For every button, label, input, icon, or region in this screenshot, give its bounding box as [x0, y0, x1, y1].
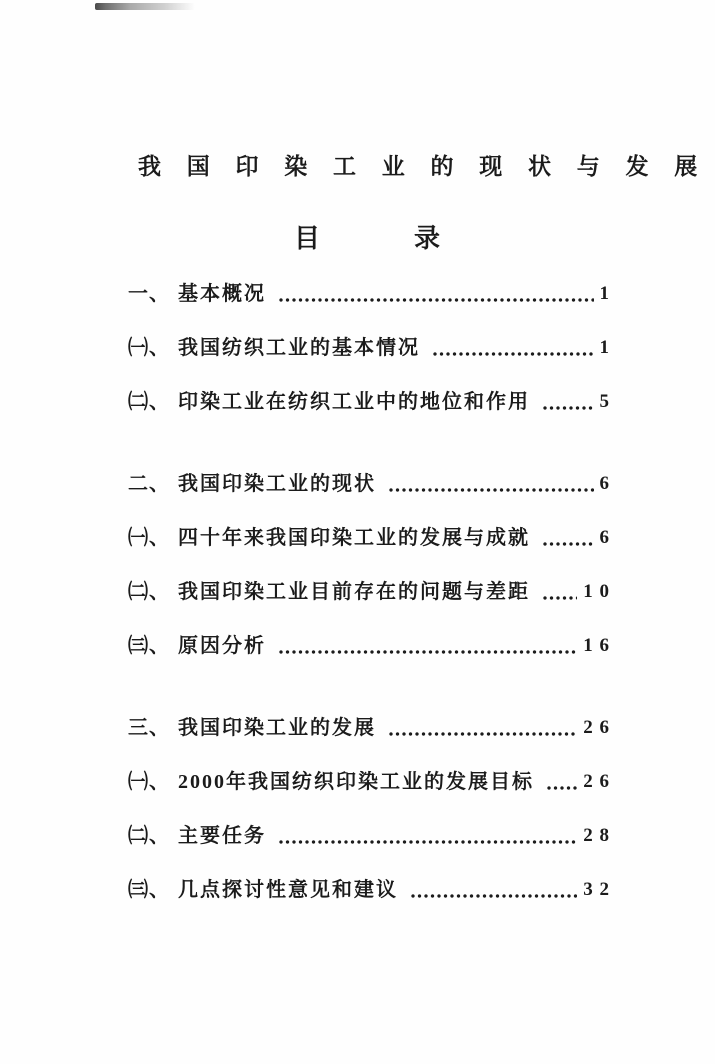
toc-entry-title: 我国印染工业的现状	[178, 473, 376, 495]
dot-leader	[542, 539, 594, 548]
toc-entry-marker: ㈡、	[128, 581, 170, 603]
toc-entry-title: 我国纺织工业的基本情况	[178, 337, 420, 359]
toc-entry-marker: ㈠、	[128, 527, 170, 549]
toc-entry-marker: ㈡、	[128, 391, 170, 413]
toc-entry	[128, 715, 610, 741]
toc-entry-page: 2 6	[583, 771, 610, 792]
toc-entry-title: 几点探讨性意见和建议	[178, 879, 398, 901]
toc-entry-page: 3 2	[583, 879, 610, 900]
toc-entry-page: 1	[599, 283, 610, 304]
dot-leader	[278, 295, 594, 304]
dot-leader	[542, 593, 577, 602]
toc-entry	[128, 335, 610, 361]
toc-entry-title: 印染工业在纺织工业中的地位和作用	[178, 391, 530, 413]
toc-entry-page: 6	[599, 527, 610, 548]
toc-entry-marker: 二、	[128, 473, 170, 495]
toc-entry	[128, 579, 610, 605]
dot-leader	[410, 891, 577, 900]
toc-entry	[128, 471, 610, 497]
scan-artifact-mark	[95, 3, 195, 10]
toc-entry-marker: ㈢、	[128, 635, 170, 657]
toc-entry	[128, 389, 610, 415]
dot-leader	[388, 485, 594, 494]
toc-entry-page: 1	[599, 337, 610, 358]
toc-entry	[128, 769, 610, 795]
dot-leader	[432, 349, 594, 358]
toc-entry-title: 主要任务	[178, 825, 266, 847]
toc-entry	[128, 633, 610, 659]
dot-leader	[388, 729, 577, 738]
document-title: 我 国 印 染 工 业 的 现 状 与 发 展	[138, 154, 708, 179]
dot-leader	[278, 647, 577, 656]
toc-entry-page: 2 6	[583, 717, 610, 738]
dot-leader	[542, 403, 594, 412]
toc-entry-marker: ㈢、	[128, 879, 170, 901]
toc-entry-marker: 三、	[128, 717, 170, 739]
toc-entry-title: 2000年我国纺织印染工业的发展目标	[178, 771, 534, 793]
toc-entry-marker: 一、	[128, 283, 170, 305]
toc-entry-title: 我国印染工业目前存在的问题与差距	[178, 581, 530, 603]
toc-entry-title: 基本概况	[178, 283, 266, 305]
toc-entry-page: 5	[599, 391, 610, 412]
toc-entry-marker: ㈡、	[128, 825, 170, 847]
page-content	[128, 148, 708, 931]
toc-entry	[128, 281, 610, 307]
toc-entry-title: 原因分析	[178, 635, 266, 657]
toc-entry-page: 2 8	[583, 825, 610, 846]
toc-entry-marker: ㈠、	[128, 337, 170, 359]
toc-list	[128, 281, 610, 903]
toc-entry-page: 1 0	[583, 581, 610, 602]
toc-entry-page: 6	[599, 473, 610, 494]
toc-entry	[128, 823, 610, 849]
toc-entry	[128, 525, 610, 551]
dot-leader	[278, 837, 577, 846]
toc-entry	[128, 877, 610, 903]
toc-heading: 目 录	[293, 224, 444, 253]
toc-entry-title: 我国印染工业的发展	[178, 717, 376, 739]
toc-entry-title: 四十年来我国印染工业的发展与成就	[178, 527, 530, 549]
toc-entry-marker: ㈠、	[128, 771, 170, 793]
toc-entry-page: 1 6	[583, 635, 610, 656]
dot-leader	[546, 783, 577, 792]
